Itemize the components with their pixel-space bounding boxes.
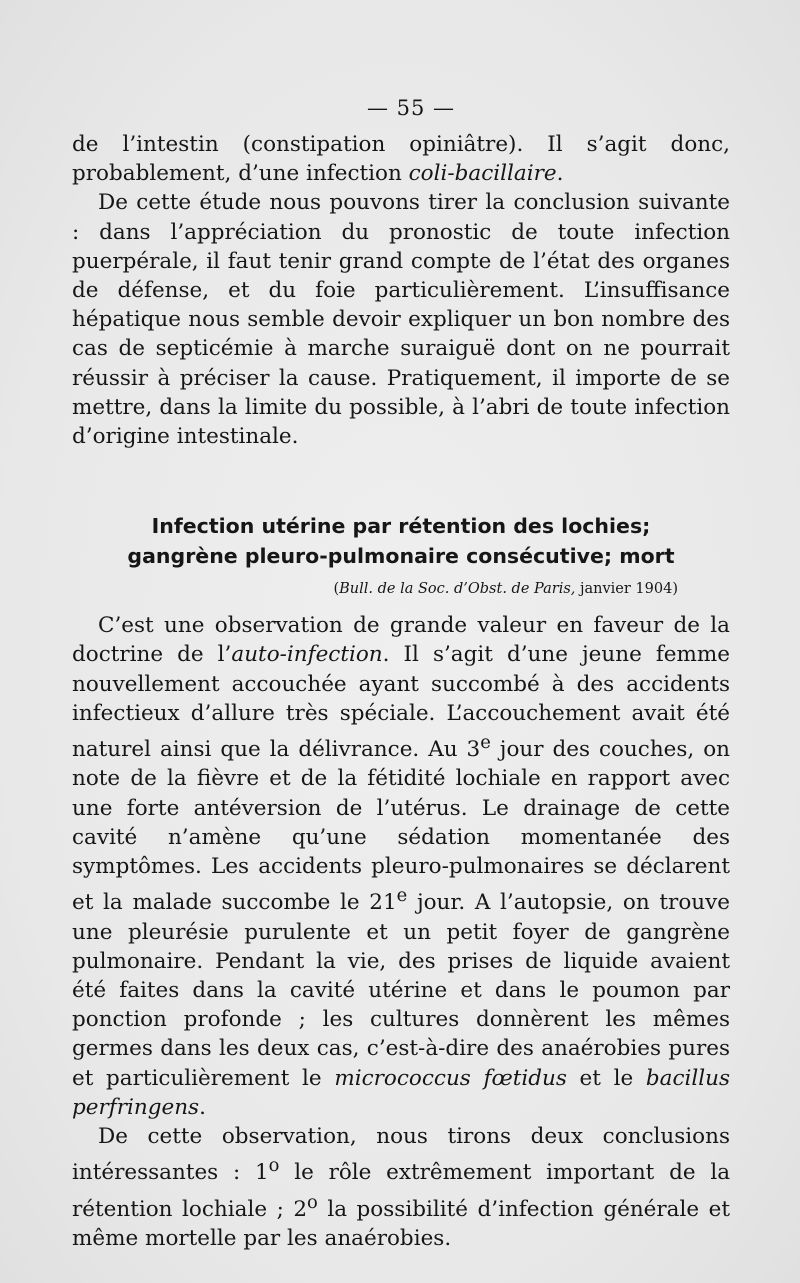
text-segment: jour. A l’autopsie, on trouve une pleurésie purulente et un petit foyer de gangrène pulmonaire. Pendant la vie, des prises de liquide avaient été faites dans la cavité utérine et dans le poumon par ponction profonde ; les cultures donnèrent les mêmes germes dans les deux cas, c’est-à-dire des anaérobies pures et particulièrement le xyxy=(72,890,730,1091)
italic-term-coli-bacillaire: coli-bacillaire xyxy=(408,161,557,187)
page-number: — 55 — xyxy=(366,96,456,120)
section-heading xyxy=(72,511,730,571)
paragraph-conclusion: De cette étude nous pouvons tirer la conclusion suivante : dans l’appréciation du pronostic de toute infection puerpérale, il faut tenir grand compte de l’état des organes de défense, et du foie particulièrement. L’insuffisance hépatique nous semble devoir expliquer un bon nombre des cas de septicémie à marche suraiguë dont on ne pourrait réussir à préciser la cause. Pratiquement, il importe de se mettre, dans la limite du possible, à l’abri de toute infection d’origine intestinale. xyxy=(72,190,730,450)
text-segment: et le xyxy=(566,1065,646,1091)
ordinal-suffix: o xyxy=(307,1191,318,1213)
text-segment: jour des couches, on note de la fièvre et de la fétidité lochiale en rapport avec une forte antéversion de l’utérus. Le drainage de cette cavité n’amène qu’une sédation momentanée des symptômes. Les accidents pleuro-pulmonaires se déclarent et la malade succombe le 21 xyxy=(72,737,730,916)
paragraph-conclusions xyxy=(72,1122,730,1253)
italic-term-auto-infection: auto-infection xyxy=(231,642,383,668)
text-segment: De cette observation, nous tirons deux conclusions intéressantes : 1 xyxy=(72,1124,730,1186)
paragraph-end: . xyxy=(556,161,564,187)
citation-journal: Bull. de la Soc. d’Obst. de Paris, xyxy=(339,581,576,598)
text-segment: . xyxy=(199,1094,206,1120)
text-segment: le rôle extrêmement important de la rétention lochiale ; 2 xyxy=(72,1160,731,1222)
ordinal-suffix: o xyxy=(268,1155,280,1177)
ordinal-suffix: e xyxy=(480,732,491,754)
paragraph-intestin xyxy=(72,130,730,188)
text-segment: C’est une observation de grande valeur en faveur de la doctrine de l’ xyxy=(72,613,730,668)
italic-term-bacillus: bacillus perfringens xyxy=(72,1065,731,1120)
italic-term-micrococcus: micrococcus fœtidus xyxy=(334,1065,567,1091)
section-heading-line-2: gangrène pleuro-pulmonaire consécutive; mort xyxy=(127,544,675,569)
citation-open: ( xyxy=(333,581,340,598)
section-heading-line-1: Infection utérine par rétention des lochies; xyxy=(151,514,651,539)
paragraph-text: de l’intestin (constipation opiniâtre). Il s’agit donc, probablement, d’une infection xyxy=(72,132,730,187)
text-segment: . Il s’agit d’une jeune femme nouvellement accouchée ayant succombé à des accidents infectieux d’allure très spéciale. L’accouchement avait été naturel ainsi que la délivrance. Au 3 xyxy=(72,642,731,763)
paragraph-observation xyxy=(72,611,730,1122)
citation xyxy=(72,581,678,597)
citation-date: janvier 1904) xyxy=(575,581,678,598)
text-segment: la possibilité d’infection générale et même mortelle par les anaérobies. xyxy=(72,1196,730,1251)
ordinal-suffix: e xyxy=(396,885,408,907)
